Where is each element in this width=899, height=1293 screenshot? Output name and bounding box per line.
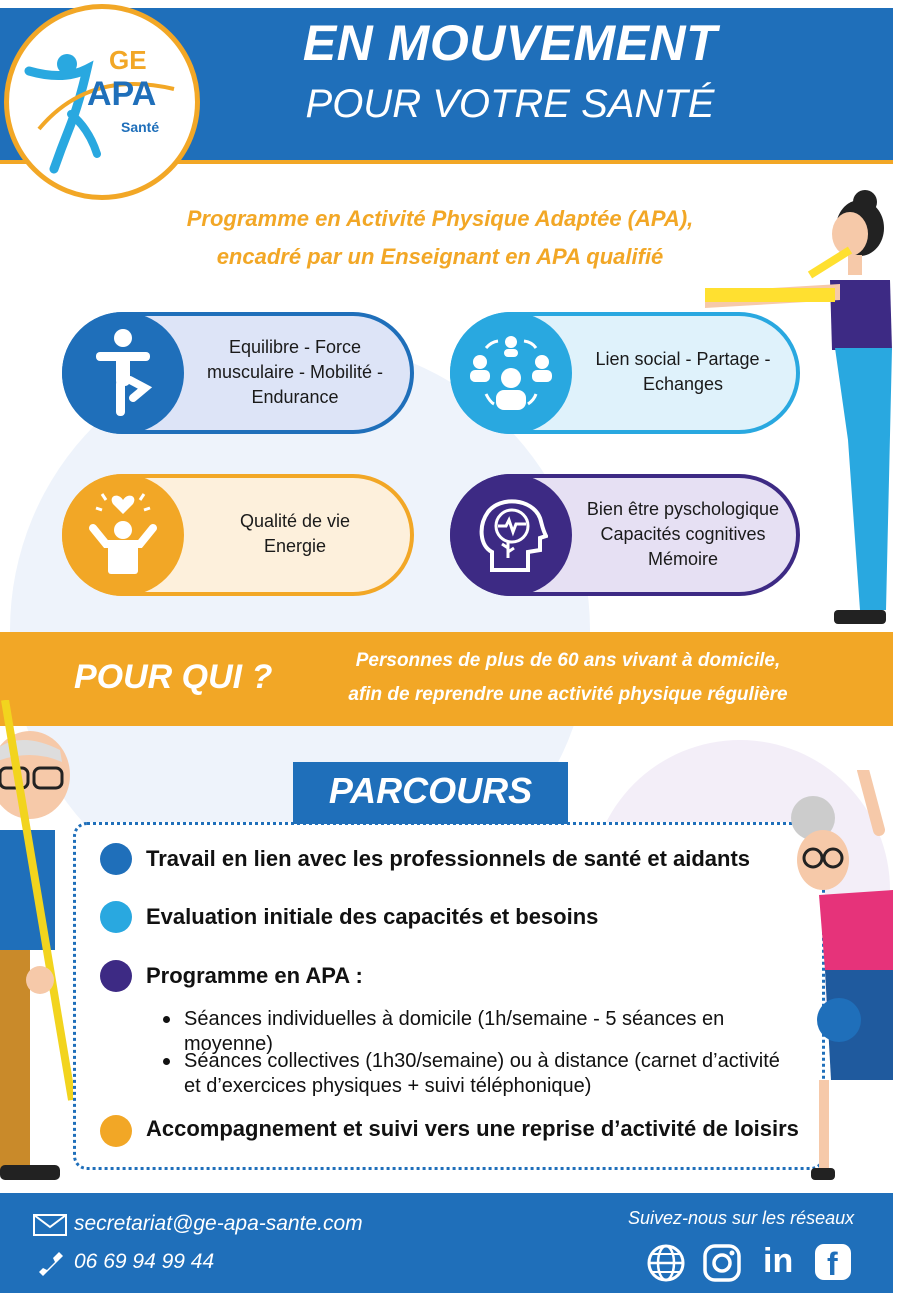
facebook-letter: f [827,1246,838,1280]
target-audience-line-2: afin de reprendre une activité physique régulière [348,684,788,705]
benefit-line: Capacités cognitives [600,523,766,544]
path-step-bullet [100,1115,132,1147]
instagram-icon[interactable] [702,1243,742,1283]
intro-line-2: encadré par un Enseignant en APA qualifié [216,244,664,269]
benefit-line: Bien être pyschologique [586,498,780,519]
benefit-line: Equilibre - Force [228,336,362,357]
benefit-text [578,484,788,584]
benefit-line: Energie [263,536,327,556]
target-audience-line-1: Personnes de plus de 60 ans vivant à domicile, [355,650,781,671]
path-step-label: Evaluation initiale des capacités et besoins [146,904,599,929]
path-step-bullet [100,960,132,992]
sub-item-line: et d’exercices physiques + suivi téléphonique) [184,1075,592,1097]
linkedin-icon[interactable]: in [763,1242,794,1280]
benefit-line: Echanges [642,374,724,394]
logo [4,4,200,200]
path-step-label: Programme en APA : [146,963,363,988]
sub-item-line: moyenne) [184,1033,273,1055]
program-path-title: PARCOURS [328,770,533,811]
sub-item-line: Séances collectives (1h30/semaine) ou à distance (carnet d’activité [184,1050,780,1072]
brain-heart-icon [478,496,548,572]
path-step-label: Travail en lien avec les professionnels de santé et aidants [146,846,751,871]
group-people-icon [466,334,556,414]
benefit-line: Mémoire [647,548,718,569]
page-title: EN MOUVEMENT [302,15,718,71]
logo-text-ge: GE [109,45,147,75]
globe-icon[interactable] [646,1243,686,1283]
sub-bullet [163,1016,170,1023]
contact-email[interactable]: secretariat@ge-apa-sante.com [74,1212,363,1235]
benefit-text [190,322,400,422]
elderly-woman-illustration [783,770,893,1190]
sub-item-line: Séances individuelles à domicile (1h/semaine - 5 séances en [184,1008,725,1030]
benefit-text [190,484,400,584]
sub-bullet [163,1058,170,1065]
logo-text-sante: Santé [121,119,160,135]
benefit-line: Endurance [251,386,339,407]
social-label: Suivez-nous sur les réseaux [628,1208,855,1228]
happy-person-icon [88,488,158,578]
benefit-line: Lien social - Partage - [595,349,771,369]
path-step-bullet [100,843,132,875]
path-step-label: Accompagnement et suivi vers une reprise d’activité de loisirs [146,1116,799,1141]
email-icon [33,1214,67,1236]
target-audience-title: POUR QUI ? [74,658,273,696]
benefit-line: Qualité de vie [239,511,351,531]
intro-line-1: Programme en Activité Physique Adaptée (APA), [186,206,694,231]
logo-text-apa: APA [87,75,157,113]
balance-person-icon [93,328,153,418]
sub-item-text [184,1049,814,1099]
benefit-text [578,322,788,422]
facebook-icon[interactable] [815,1244,851,1280]
contact-phone[interactable]: 06 69 94 99 44 [74,1250,215,1273]
path-step-bullet [100,901,132,933]
benefit-line: musculaire - Mobilité - [206,361,384,382]
phone-icon [35,1248,65,1278]
page-subtitle: POUR VOTRE SANTÉ [305,82,715,126]
